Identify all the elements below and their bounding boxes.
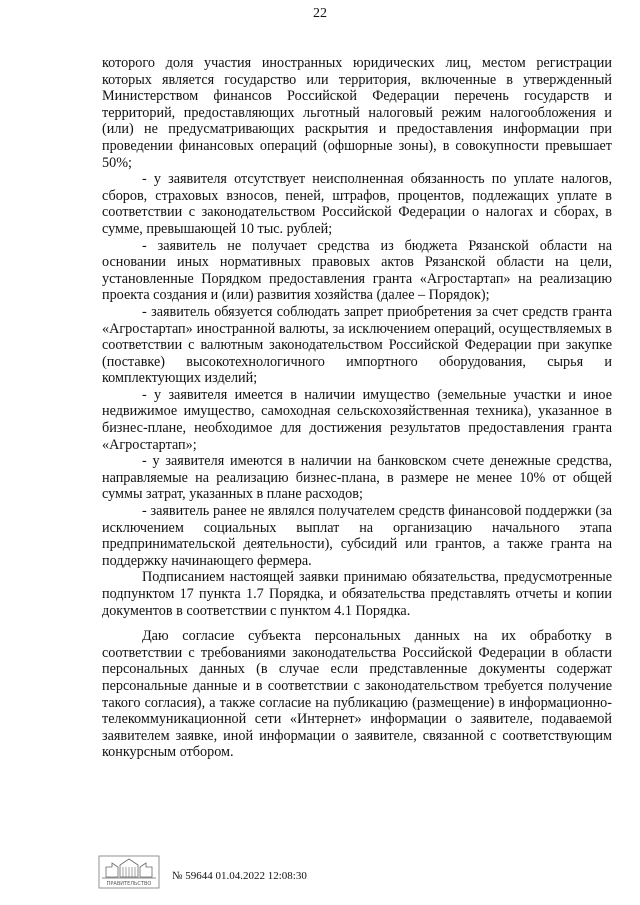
registration-stamp [98, 855, 398, 891]
document-body [102, 55, 612, 761]
paragraph-no-tax-debt: - у заявителя отсутствует неисполненная обязанность по уплате налогов, сборов, страховых взносов, пеней, штрафов, процентов, подлежащих уплате в соответствии с законодательством Российской Федерации о налогах и сборах, в сумме, превышающей 10 тыс. рублей; [102, 171, 612, 237]
paragraph-no-prior-support: - заявитель ранее не являлся получателем средств финансовой поддержки (за исключением социальных выплат на организацию начального этапа предпринимательской деятельности), субсидий или грантов, а также гранта на поддержку начинающего фермера. [102, 503, 612, 569]
government-building-icon [98, 855, 160, 889]
paragraph-consent: Даю согласие субъекта персональных данных на их обработку в соответствии с требованиями законодательства Российской Федерации в области персональных данных (в случае если представленные документы содержат персональные данные и в соответствии с законодательством требуется получение такого согласия), а также согласие на публикацию (размещение) в информационно-телекоммуникационной сети «Интернет» информации о заявителе, подаваемой заявителем заявке, иной информации о заявителе, связанной с соответствующим конкурсным отбором. [102, 628, 612, 761]
registration-info [172, 870, 307, 882]
registration-timestamp: 01.04.2022 12:08:30 [215, 870, 307, 882]
paragraph-continuation: которого доля участия иностранных юридических лиц, местом регистрации которых является государство или территория, включенные в утвержденный Министерством финансов Российской Федерации перечень государств и территорий, предоставляющих льготный налоговый режим налогообложения и (или) не предусматривающих раскрытия и предоставления информации при проведении финансовых операций (офшорные зоны), в совокупности превышает 50%; [102, 55, 612, 171]
emblem-caption: ПРАВИТЕЛЬСТВО [106, 881, 152, 887]
document-number: № 59644 [172, 870, 213, 882]
page-number: 22 [313, 6, 327, 21]
paragraph-currency-ban: - заявитель обязуется соблюдать запрет приобретения за счет средств гранта «Агростартап» иностранной валюты, за исключением операций, осуществляемых в соответствии с валютным законодательством Российской Федерации при закупке (поставке) высокотехнологичного импортного оборудования, сырья и комплектующих изделий; [102, 303, 612, 387]
paragraph-bank-funds: - у заявителя имеются в наличии на банковском счете денежные средства, направляемые на реализацию бизнес-плана, в размере не менее 10% от общей суммы затрат, указанных в плане расходов; [102, 453, 612, 503]
paragraph-obligations: Подписанием настоящей заявки принимаю обязательства, предусмотренные подпунктом 17 пункта 1.7 Порядка, и обязательства представлять отчеты и копии документов в соответствии с пунктом 4.1 Порядка. [102, 569, 612, 619]
paragraph-property: - у заявителя имеется в наличии имущество (земельные участки и иное недвижимое имущество, самоходная сельскохозяйственная техника), указанное в бизнес-плане, необходимое для достижения результатов предоставления гранта «Агростартап»; [102, 386, 612, 453]
paragraph-no-other-funds: - заявитель не получает средства из бюджета Рязанской области на основании иных нормативных правовых актов Рязанской области на цели, установленные Порядком предоставления гранта «Агростартап» на реализацию проекта создания и (или) развития хозяйства (далее – Порядок); [102, 237, 612, 304]
